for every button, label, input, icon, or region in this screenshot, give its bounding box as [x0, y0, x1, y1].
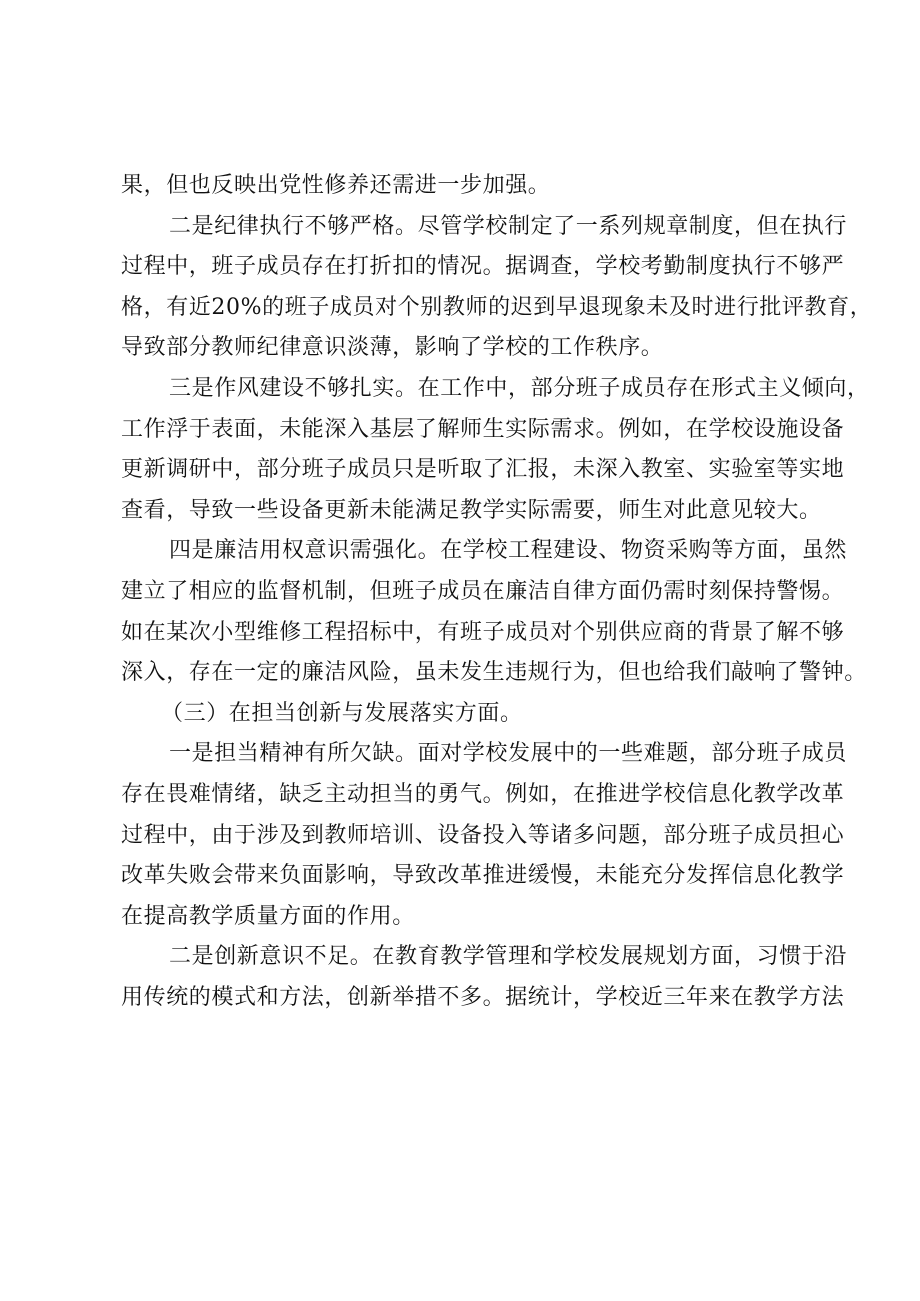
- section-heading-text: （三）在担当创新与发展落实方面。: [161, 700, 523, 726]
- document-body: [121, 166, 873, 1018]
- text-line: 过程中，由于涉及到教师培训、设备投入等诸多问题，部分班子成员担心: [121, 822, 845, 848]
- paragraph-integrity: [121, 531, 867, 693]
- text-line: 过程中，班子成员存在打折扣的情况。据调查，学校考勤制度执行不够严: [121, 254, 845, 280]
- text-line: 工作浮于表面，未能深入基层了解师生实际需求。例如，在学校设施设备: [121, 416, 845, 442]
- text-line: 在提高教学质量方面的作用。: [121, 903, 415, 929]
- text-line: 三是作风建设不够扎实。在工作中，部分班子成员存在形式主义倾向，: [169, 375, 870, 401]
- text-line: 导致部分教师纪律意识淡薄，影响了学校的工作秩序。: [121, 335, 664, 361]
- paragraph-work-style: [121, 369, 870, 531]
- text-line: 用传统的模式和方法，创新举措不多。据统计，学校近三年来在教学方法: [121, 984, 845, 1010]
- text-line: 果，但也反映出党性修养还需进一步加强。: [121, 173, 551, 198]
- text-line: 格，有近20%的班子成员对个别教师的迟到早退现象未及时进行批评教育，: [121, 294, 873, 320]
- text-line: 改革失败会带来负面影响，导致改革推进缓慢，未能充分发挥信息化教学: [121, 863, 845, 889]
- text-line: 存在畏难情绪，缺乏主动担当的勇气。例如，在推进学校信息化教学改革: [121, 781, 845, 807]
- text-line: 查看，导致一些设备更新未能满足教学实际需要，师生对此意见较大。: [121, 497, 822, 523]
- text-line: 建立了相应的监督机制，但班子成员在廉洁自律方面仍需时刻保持警惕。: [121, 578, 845, 604]
- paragraph-innovation: [121, 937, 848, 1018]
- text-line: 一是担当精神有所欠缺。面对学校发展中的一些难题，部分班子成员: [169, 741, 848, 767]
- paragraph-continuation: [121, 166, 821, 207]
- section-heading: [121, 694, 821, 735]
- text-line: 更新调研中，部分班子成员只是听取了汇报，未深入教室、实验室等实地: [121, 457, 845, 483]
- text-line: 四是廉洁用权意识需强化。在学校工程建设、物资采购等方面，虽然: [169, 538, 848, 564]
- text-line: 二是创新意识不足。在教育教学管理和学校发展规划方面，习惯于沿: [169, 944, 848, 970]
- paragraph-discipline: [121, 207, 873, 369]
- text-line: 如在某次小型维修工程招标中，有班子成员对个别供应商的背景了解不够: [121, 619, 845, 645]
- paragraph-responsibility: [121, 734, 848, 937]
- text-line: 二是纪律执行不够严格。尽管学校制定了一系列规章制度，但在执行: [169, 213, 848, 239]
- text-line: 深入，存在一定的廉洁风险，虽未发生违规行为，但也给我们敲响了警钟。: [121, 660, 867, 686]
